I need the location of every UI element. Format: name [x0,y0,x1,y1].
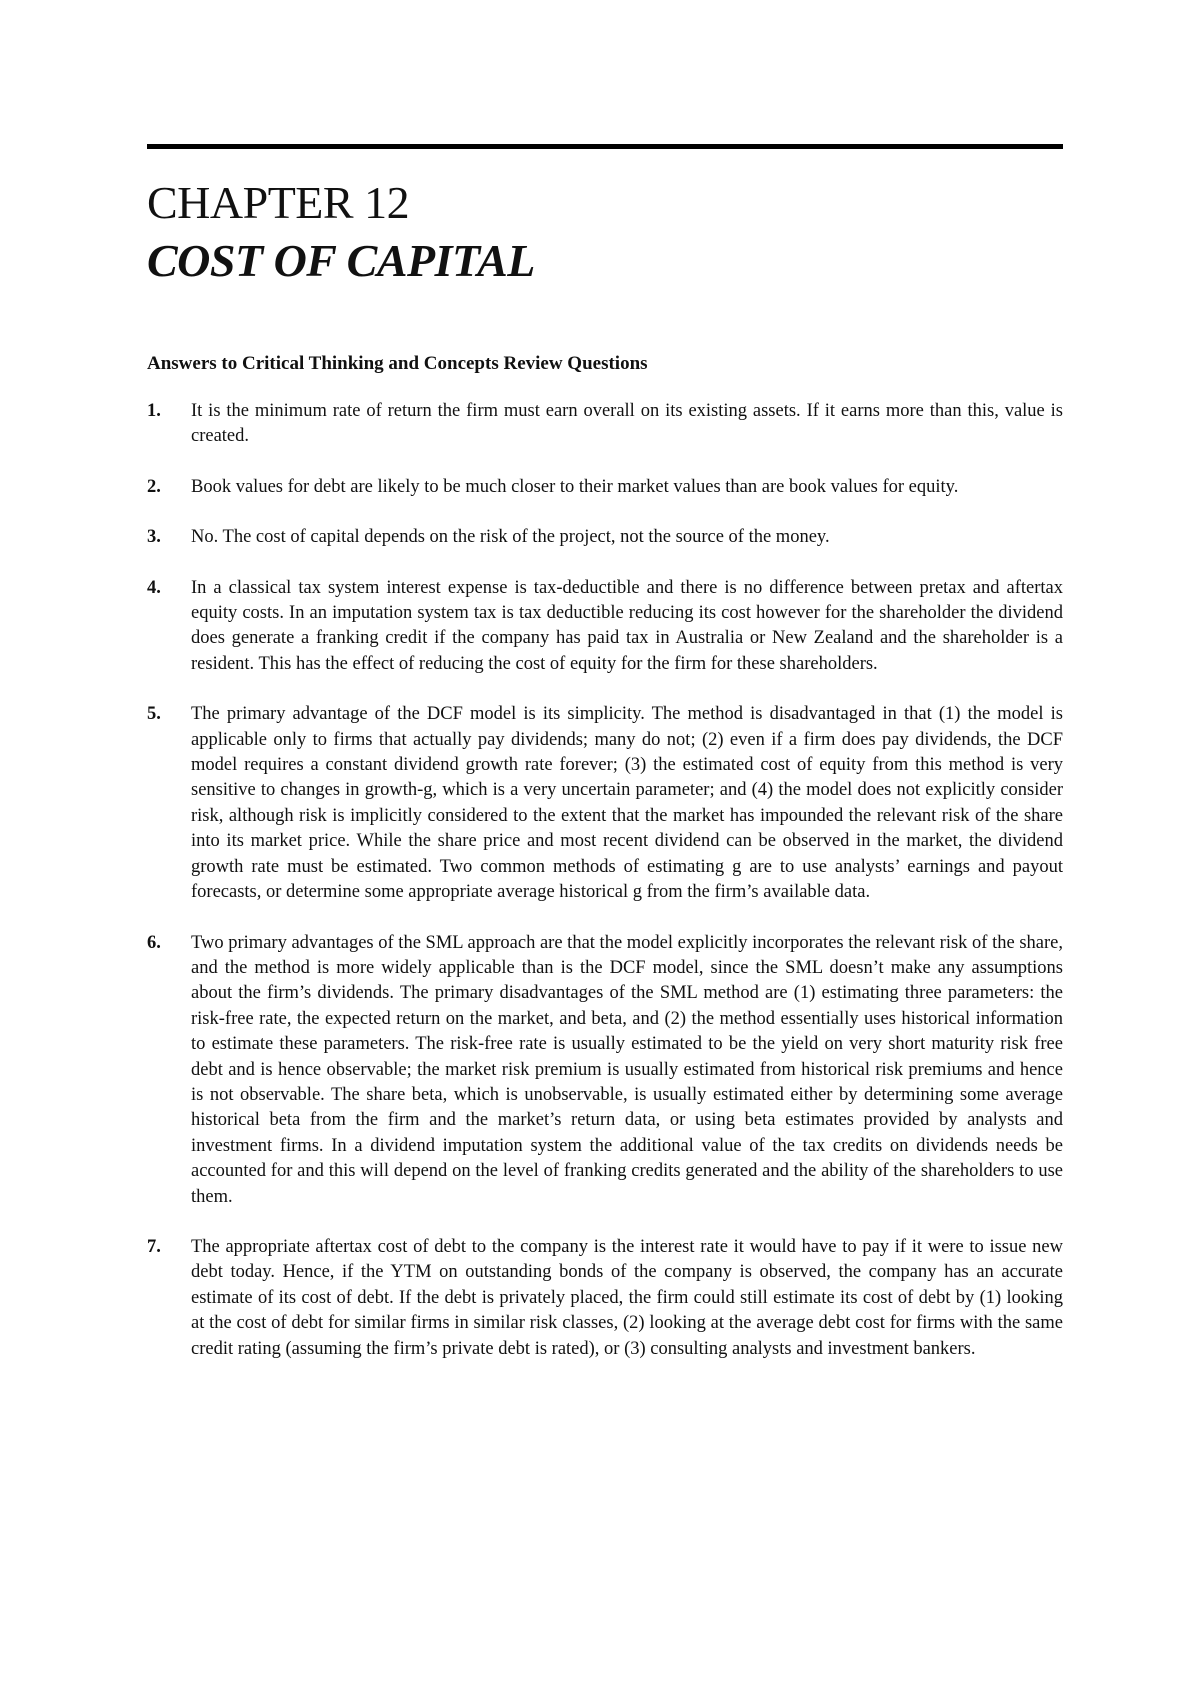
answer-text: No. The cost of capital depends on the risk of the project, not the source of the money. [191,527,830,548]
answer-item-1 [147,399,1063,450]
answer-text: The appropriate aftertax cost of debt to the company is the interest rate it would have to pay if it were to issue new debt today. Hence, if the YTM on outstanding bonds of the company is observed, the company has an accurate estimate of its cost of debt. If the debt is privately placed, the firm could still estimate its cost of debt by (1) looking at the cost of debt for similar firms in similar risk classes, (2) looking at the average debt cost for firms with the same credit rating (assuming the firm’s private debt is rated), or (3) consulting analysts and investment bankers. [191,1236,1063,1359]
section-heading: Answers to Critical Thinking and Concepts Review Questions [147,353,648,374]
answer-item-5 [147,702,1063,905]
answer-item-4 [147,576,1063,678]
answer-item-2 [147,475,1063,500]
answer-number: 4. [147,577,161,598]
answer-number: 1. [147,401,161,421]
chapter-number: CHAPTER 12 [147,177,410,228]
answer-text: Two primary advantages of the SML approach are that the model explicitly incorporates the relevant risk of the share, and the method is more widely applicable than is the DCF model, since the SML doesn’t make any assumptions about the firm’s dividends. The primary disadvantages of the SML method are (1) estimating three parameters: the risk-free rate, the expected return on the market, and beta, and (2) the method essentially uses historical information to estimate these parameters. The risk-free rate is usually estimated to be the yield on very short maturity risk free debt and is hence observable; the market risk premium is usually estimated from historical risk premiums and hence is not observable. The share beta, which is unobservable, is usually estimated either by determining some average historical beta from the firm and the market’s return data, or using beta estimates provided by analysts and investment firms. In a dividend imputation system the additional value of the tax credits on dividends needs be accounted for and this will depend on the level of franking credits generated and the ability of the shareholders to use them. [191,932,1063,1207]
answer-number: 3. [147,527,161,548]
answer-text: In a classical tax system interest expense is tax-deductible and there is no difference between pretax and aftertax equity costs. In an imputation system tax is tax deductible reducing its cost however for the shareholder the dividend does generate a franking credit if the company has paid tax in Australia or New Zealand and the shareholder is a resident. This has the effect of reducing the cost of equity for the firm for these shareholders. [191,577,1063,674]
answer-number: 5. [147,704,161,725]
answer-number: 2. [147,476,161,497]
document-page [147,144,1063,1387]
answer-number: 7. [147,1236,161,1257]
answer-number: 6. [147,932,161,953]
chapter-title: COST OF CAPITAL [147,235,535,286]
answer-item-3 [147,525,1063,550]
top-rule [147,144,1063,149]
answers-list [147,399,1063,1362]
answer-item-7 [147,1235,1063,1362]
answer-text: Book values for debt are likely to be much closer to their market values than are book values for equity. [191,476,959,497]
answer-item-6 [147,931,1063,1210]
answer-text: The primary advantage of the DCF model is its simplicity. The method is disadvantaged in that (1) the model is applicable only to firms that actually pay dividends; many do not; (2) even if a firm does pay dividends, the DCF model requires a constant dividend growth rate forever; (3) the estimated cost of equity from this method is very sensitive to changes in growth-g, which is a very uncertain parameter; and (4) the model does not explicitly consider risk, although risk is implicitly considered to the extent that the market has impounded the relevant risk of the share into its market price. While the share price and most recent dividend can be observed in the market, the dividend growth rate must be estimated. Two common methods of estimating g are to use analysts’ earnings and payout forecasts, or determine some appropriate average historical g from the firm’s available data. [191,704,1063,903]
answer-text: It is the minimum rate of return the firm must earn overall on its existing assets. If it earns more than this, value is created. [191,401,1063,447]
